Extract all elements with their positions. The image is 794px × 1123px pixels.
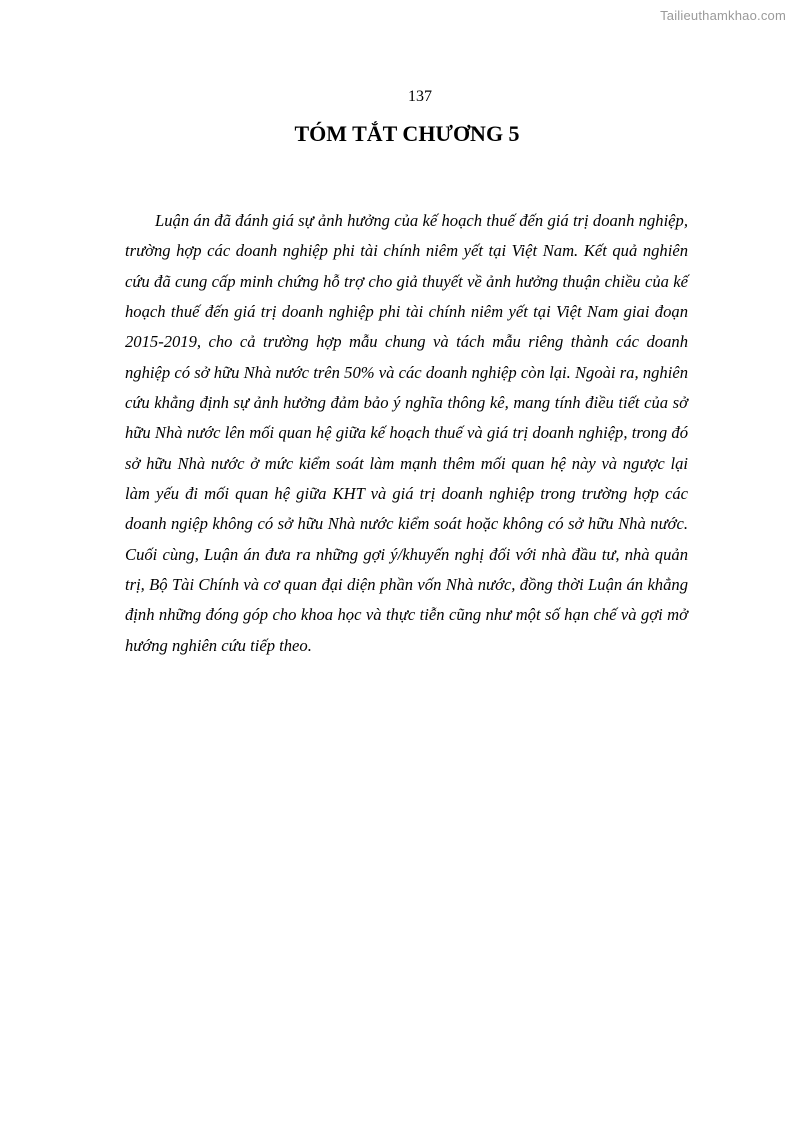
summary-paragraph: Luận án đã đánh giá sự ảnh hưởng của kế hoạch thuế đến giá trị doanh nghiệp, trường hợp các doanh nghiệp phi tài chính niêm yết tại Việt Nam. Kết quả nghiên cứu đã cung cấp minh chứng hỗ trợ cho giả thuyết về ảnh hưởng thuận chiều của kế hoạch thuế đến giá trị doanh nghiệp phi tài chính niêm yết tại Việt Nam giai đoạn 2015-2019, cho cả trường hợp mẫu chung và tách mẫu riêng thành các doanh nghiệp có sở hữu Nhà nước trên 50% và các doanh nghiệp còn lại. Ngoài ra, nghiên cứu khẳng định sự ảnh hưởng đảm bảo ý nghĩa thông kê, mang tính điều tiết của sở hữu Nhà nước lên mối quan hệ giữa kế hoạch thuế và giá trị doanh nghiệp, trong đó sở hữu Nhà nước ở mức kiểm soát làm mạnh thêm mối quan hệ này và ngược lại làm yếu đi mối quan hệ giữa KHT và giá trị doanh nghiệp trong trường hợp các doanh ngiệp không có sở hữu Nhà nước kiểm soát hoặc không có sở hữu Nhà nước. Cuối cùng, Luận án đưa ra những gợi ý/khuyến nghị đối với nhà đầu tư, nhà quản trị, Bộ Tài Chính và cơ quan đại diện phần vốn Nhà nước, đồng thời Luận án khẳng định những đóng góp cho khoa học và thực tiễn cũng như một số hạn chế và gợi mở hướng nghiên cứu tiếp theo. [125,211,688,655]
chapter-title: TÓM TẮT CHƯƠNG 5 [294,121,520,146]
watermark-text: Tailieuthamkhao.com [660,8,786,23]
page-number: 137 [408,88,432,105]
